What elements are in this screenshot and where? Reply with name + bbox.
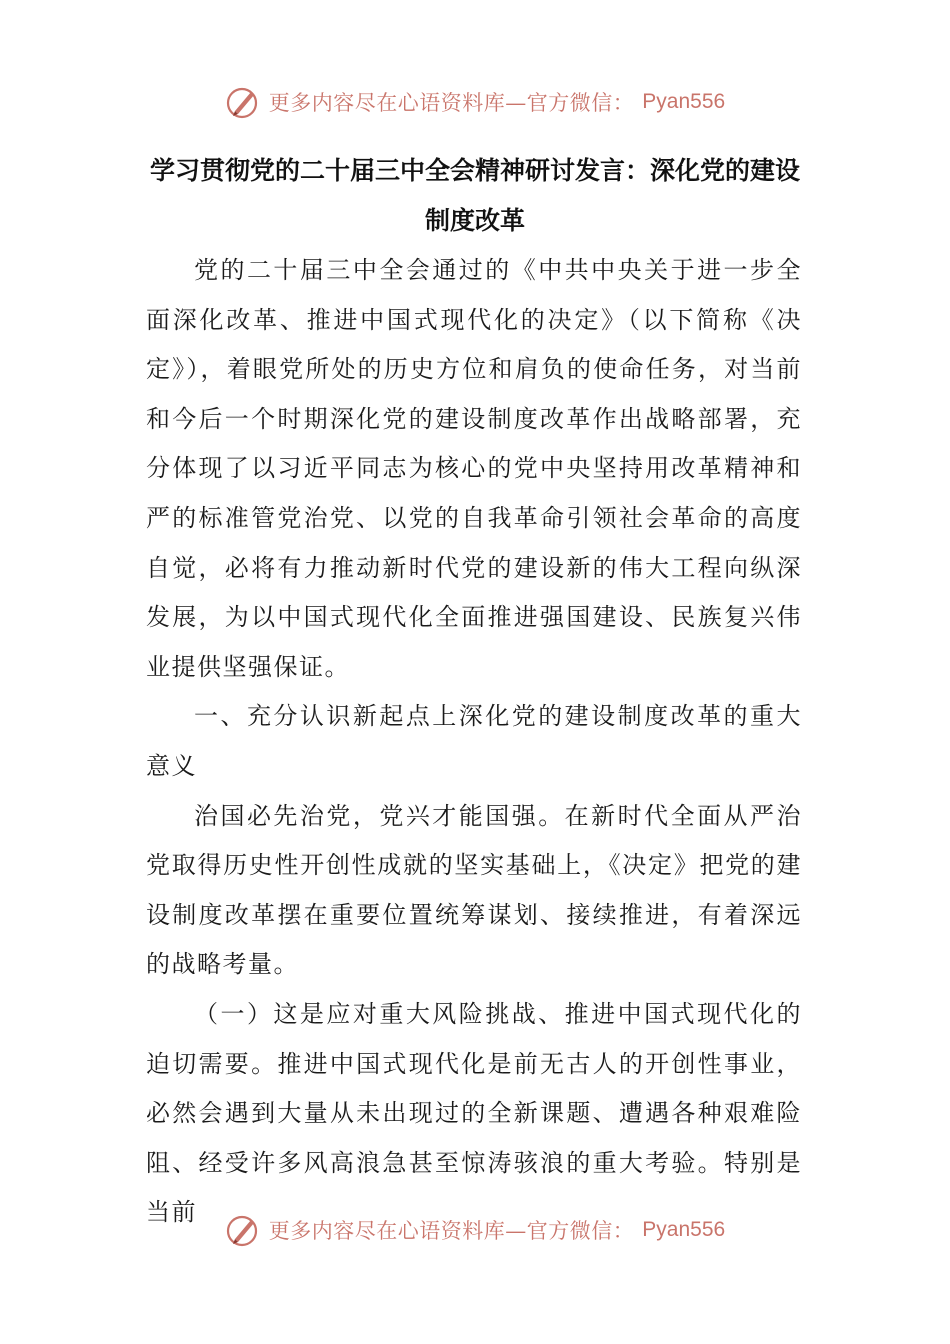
section-heading-1: 一、充分认识新起点上深化党的建设制度改革的重大意义 xyxy=(146,702,802,780)
pen-logo-icon xyxy=(225,84,261,120)
watermark-text: 更多内容尽在心语资料库—官方微信： xyxy=(268,91,635,115)
watermark-banner-bottom xyxy=(0,1208,950,1252)
document-body xyxy=(146,246,802,1238)
watermark-banner-top xyxy=(0,80,950,124)
watermark-text: 更多内容尽在心语资料库—官方微信： xyxy=(268,1219,635,1243)
paragraph-subsection-1: （一）这是应对重大风险挑战、推进中国式现代化的迫切需要。推进中国式现代化是前无古人的开创性事业，必然会遇到大量从未出现过的全新课题、遭遇各种艰难险阻、经受许多风高浪急甚至惊涛骇浪的重大考验。特别是当前 xyxy=(146,999,802,1227)
paragraph-section-1: 治国必先治党，党兴才能国强。在新时代全面从严治党取得历史性开创性成就的坚实基础上，《决定》把党的建设制度改革摆在重要位置统筹谋划、接续推进，有着深远的战略考量。 xyxy=(146,801,802,979)
pen-logo-icon xyxy=(225,1212,261,1248)
paragraph-intro: 党的二十届三中全会通过的《中共中央关于进一步全面深化改革、推进中国式现代化的决定》（以下简称《决定》），着眼党所处的历史方位和肩负的使命任务，对当前和今后一个时期深化党的建设制度改革作出战略部署，充分体现了以习近平同志为核心的党中央坚持用改革精神和严的标准管党治党、以党的自我革命引领社会革命的高度自觉，必将有力推动新时代党的建设新的伟大工程向纵深发展，为以中国式现代化全面推进强国建设、民族复兴伟业提供坚强保证。 xyxy=(146,256,802,681)
watermark-wechat-id: Pyan556 xyxy=(642,90,726,113)
document-title: 学习贯彻党的二十届三中全会精神研讨发言：深化党的建设制度改革 xyxy=(149,156,800,235)
watermark-wechat-id: Pyan556 xyxy=(642,1218,726,1241)
